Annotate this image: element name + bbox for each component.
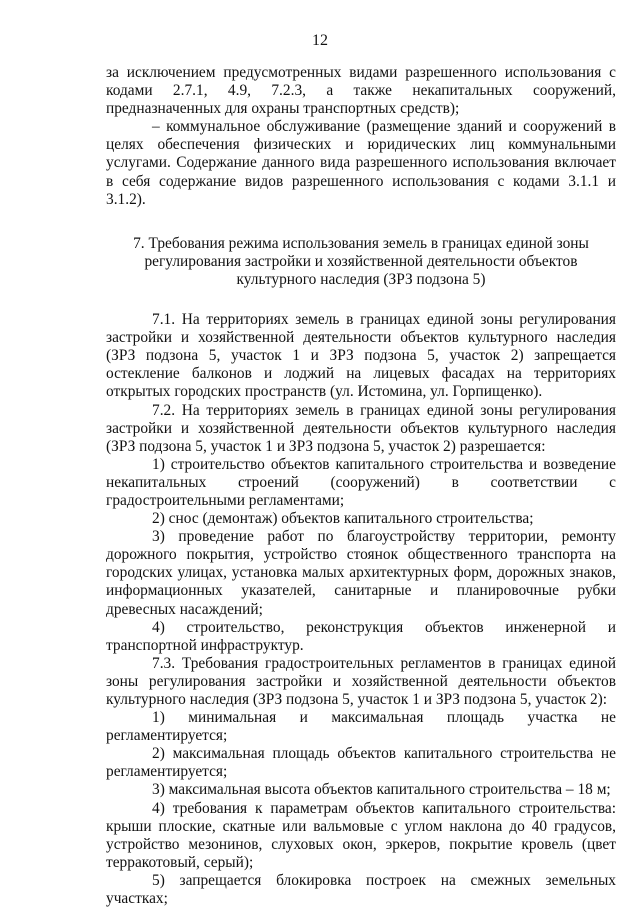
list-item-7-3-2: 2) максимальная площадь объектов капитального строительства не регламентируется; — [106, 745, 616, 781]
paragraph-7-1: 7.1. На территориях земель в границах единой зоны регулирования застройки и хозяйственной деятельности объектов культурного наследия (ЗРЗ подзона 5, участок 1 и ЗРЗ подзона 5, участок 2) запрещается остекление балконов и лоджий на лицевых фасадах на территориях открытых городских пространств (ул. Истомина, ул. Горпищенко). — [106, 311, 616, 401]
paragraph-7-3: 7.3. Требования градостроительных регламентов в границах единой зоны регулирования застройки и хозяйственной деятельности объектов культурного наследия (ЗРЗ подзона 5, участок 1 и ЗРЗ подзона 5, участок 2): — [106, 654, 616, 708]
paragraph-7-2: 7.2. На территориях земель в границах единой зоны регулирования застройки и хозяйственной деятельности объектов культурного наследия (ЗРЗ подзона 5, участок 1 и ЗРЗ подзона 5, участок 2) разрешается: — [106, 401, 616, 455]
list-item-7-3-5: 5) запрещается блокировка построек на смежных земельных участках; — [106, 871, 616, 908]
list-item-7-2-3: 3) проведение работ по благоустройству территории, ремонту дорожного покрытия, устройство стоянок общественного транспорта на городских улицах, установка малых архитектурных форм, дорожных знаков, информационных указателей, санитарные и планировочные рубки древесных насаждений; — [106, 528, 616, 618]
list-item-7-3-4: 4) требования к параметрам объектов капитального строительства: крыши плоские, скатные или вальмовые с углом наклона до 40 градусов, устройство мезонинов, слуховых окон, эркеров, покрытие кровель (цвет терракотовый, серый); — [106, 799, 616, 871]
list-item-7-2-1: 1) строительство объектов капитального строительства и возведение некапитальных строений (сооружений) в соответствии с градостроительными регламентами; — [106, 455, 616, 509]
document-body — [106, 64, 616, 908]
list-item-7-3-1: 1) минимальная и максимальная площадь участка не регламентируется; — [106, 709, 616, 745]
list-item-7-2-2: 2) снос (демонтаж) объектов капитального строительства; — [152, 510, 534, 528]
section-heading: 7. Требования режима использования земель в границах единой зоны регулирования застройки и хозяйственной деятельности объектов культурного наследия (ЗРЗ подзона 5) — [133, 234, 589, 288]
paragraph-communal-service: – коммунальное обслуживание (размещение зданий и сооружений в целях обеспечения физических и юридических лиц коммунальными услугами. Содержание данного вида разрешенного использования включает в себя содержание видов разрешенного использования с кодами 3.1.1 и 3.1.2). — [106, 118, 616, 208]
list-item-7-2-4: 4) строительство, реконструкция объектов инженерной и транспортной инфраструктур. — [106, 618, 616, 654]
paragraph-continuation: за исключением предусмотренных видами разрешенного использования с кодами 2.7.1, 4.9, 7.2.3, а также некапитальных сооружений, предназначенных для охраны транспортных средств); — [106, 64, 616, 118]
page-number: 12 — [312, 32, 328, 49]
list-item-7-3-3: 3) максимальная высота объектов капитального строительства – 18 м; — [152, 781, 611, 799]
